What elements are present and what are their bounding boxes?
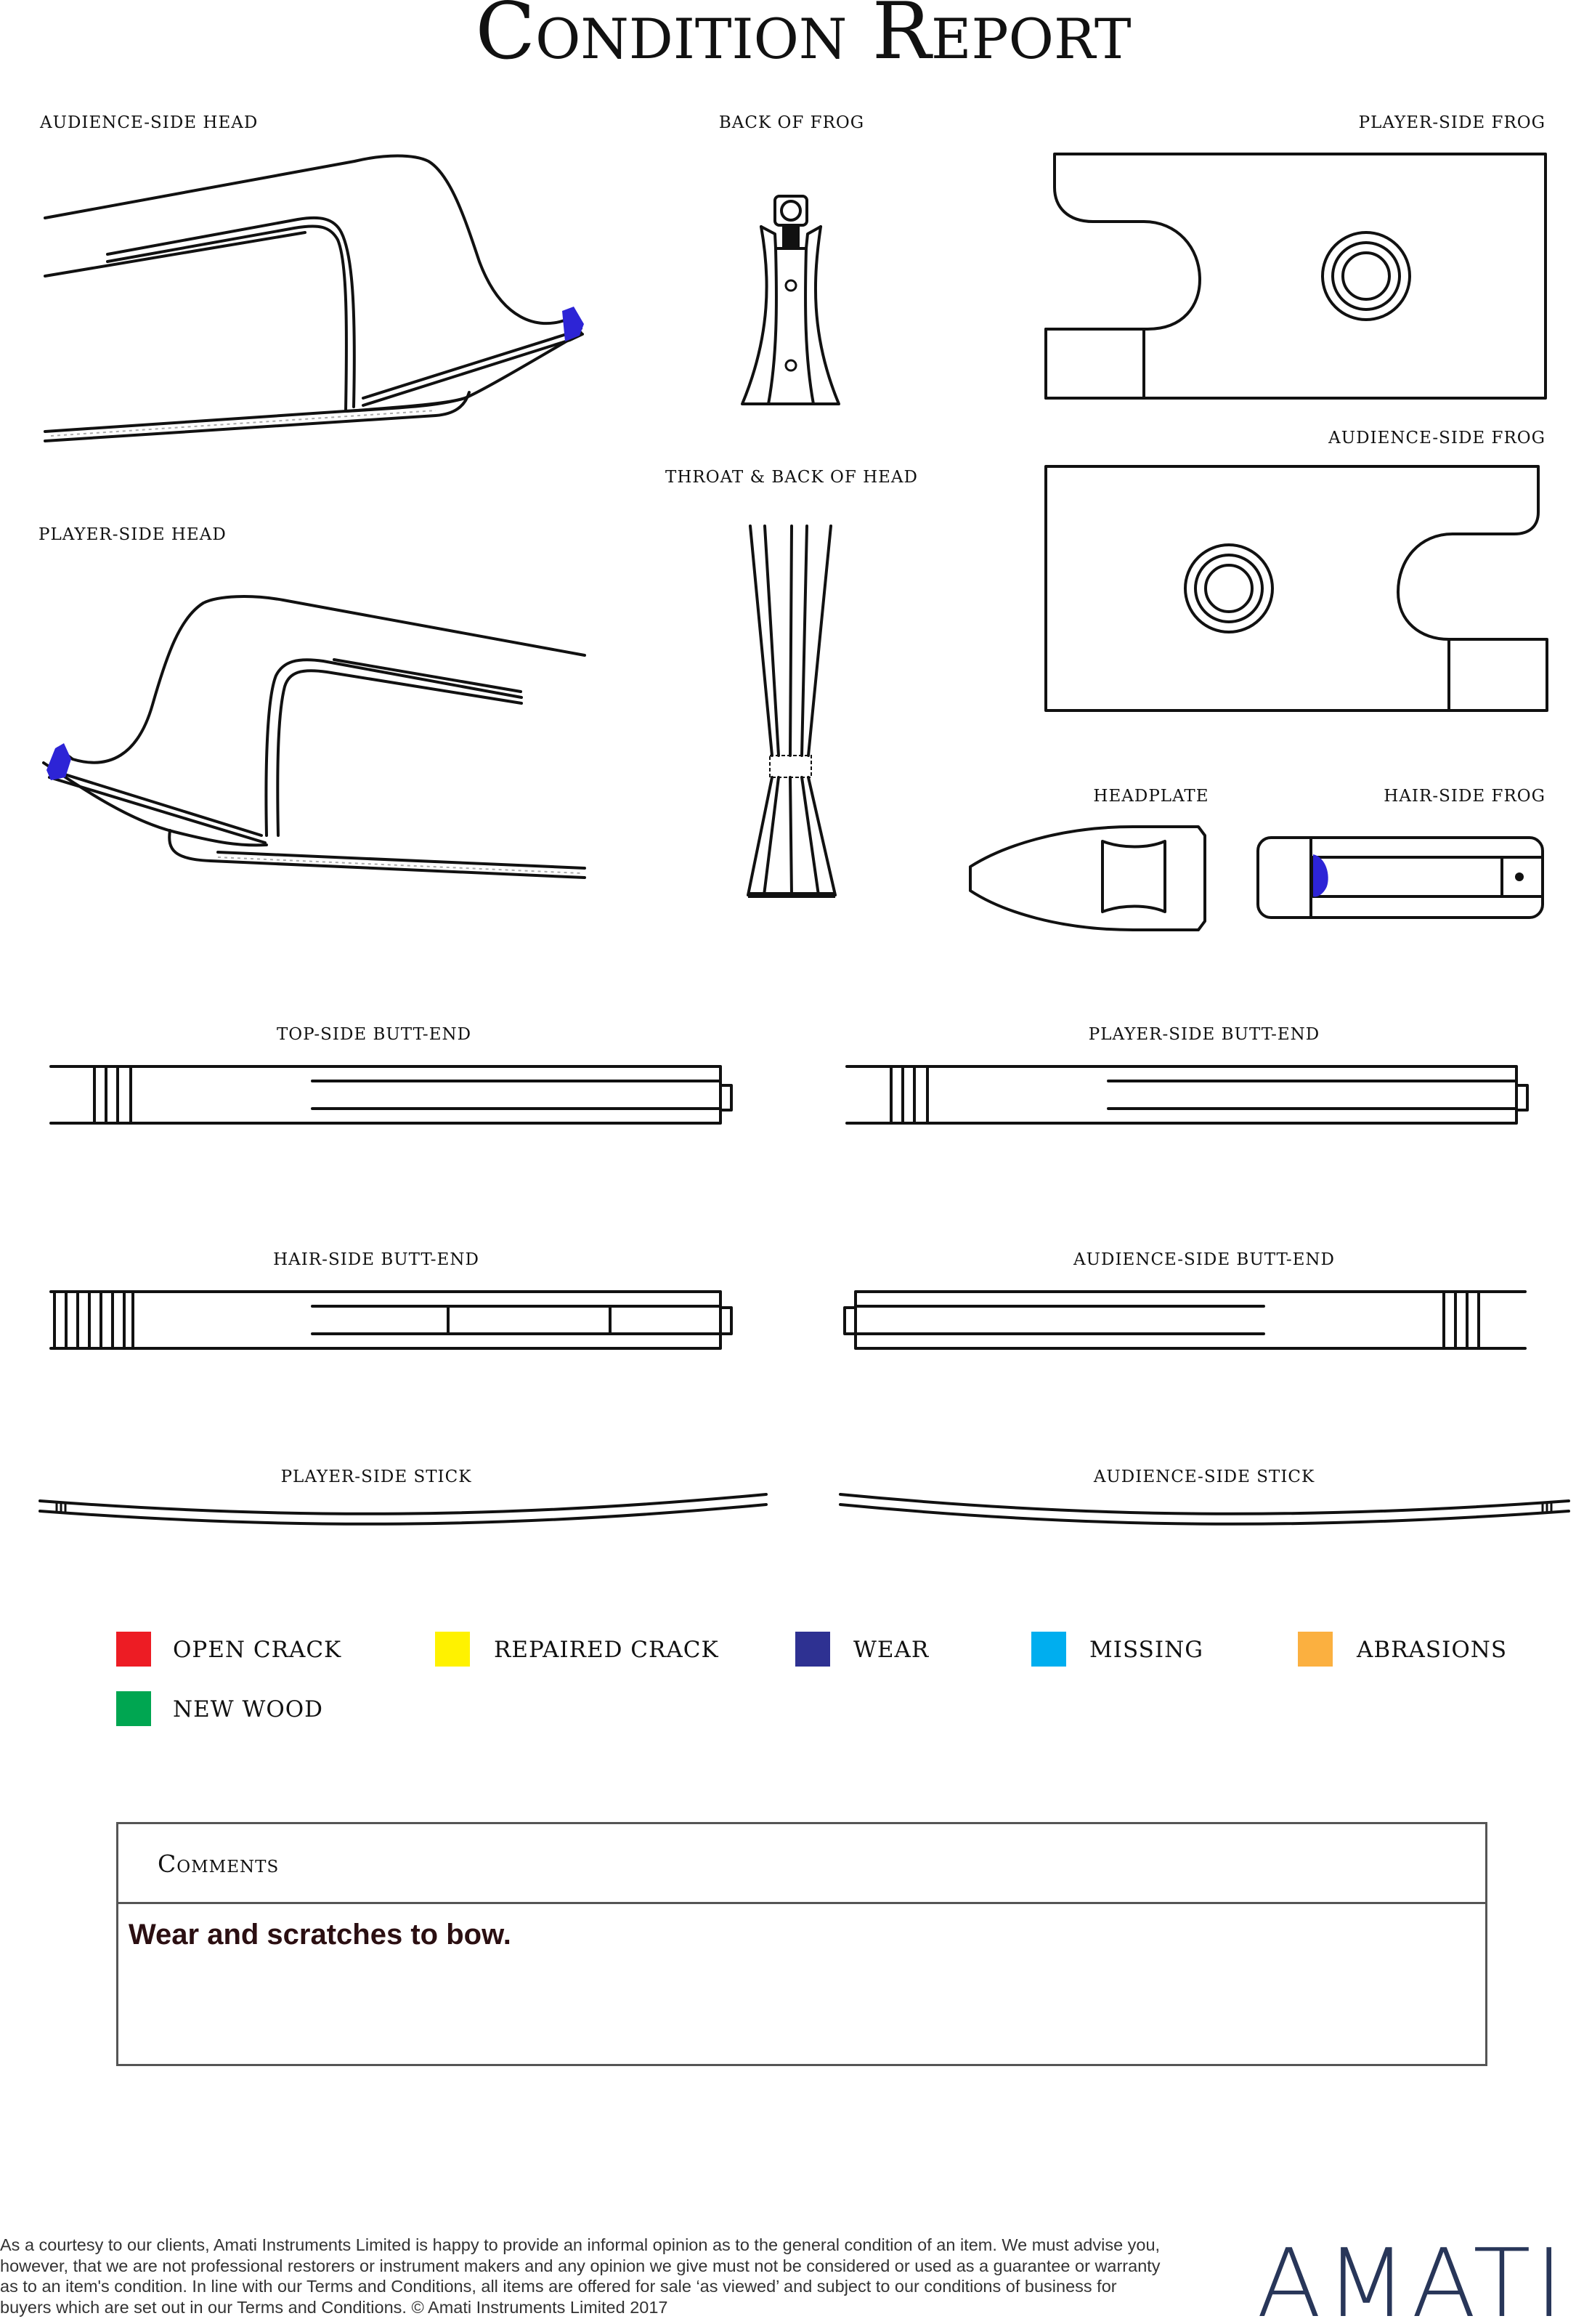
brand-logo: AMATI	[1256, 2228, 1567, 2324]
diagram-audience-side-frog	[1046, 466, 1547, 710]
legend-label-open-crack: OPEN CRACK	[173, 1637, 342, 1663]
label-audience-side-head: AUDIENCE-SIDE HEAD	[40, 113, 259, 132]
legend-label-missing: MISSING	[1089, 1637, 1204, 1663]
label-hair-side-frog: HAIR-SIDE FROG	[1384, 787, 1546, 806]
legend-label-abrasions: ABRASIONS	[1357, 1637, 1508, 1663]
label-audience-side-butt-end: AUDIENCE-SIDE BUTT-END	[1073, 1250, 1335, 1269]
diagram-back-of-frog	[742, 196, 839, 404]
diagram-player-side-butt-end	[847, 1066, 1527, 1123]
diagram-audience-side-stick	[840, 1494, 1569, 1524]
diagram-player-side-frog	[1046, 154, 1546, 398]
legend-label-new-wood: NEW WOOD	[173, 1696, 324, 1722]
diagram-throat-back-of-head	[748, 526, 835, 895]
legend-swatch-abrasions	[1298, 1632, 1333, 1667]
legend-swatch-repaired-crack	[435, 1632, 470, 1667]
label-player-side-frog: PLAYER-SIDE FROG	[1358, 113, 1546, 132]
diagram-audience-side-butt-end	[845, 1292, 1525, 1348]
diagram-headplate	[970, 827, 1205, 930]
legend-swatch-missing	[1031, 1632, 1066, 1667]
legend	[116, 1632, 1507, 1726]
label-throat-back-of-head: THROAT & BACK OF HEAD	[665, 468, 918, 487]
label-top-side-butt-end: TOP-SIDE BUTT-END	[276, 1025, 472, 1044]
label-player-side-stick: PLAYER-SIDE STICK	[280, 1467, 472, 1486]
label-player-side-head: PLAYER-SIDE HEAD	[38, 525, 227, 544]
diagram-player-side-stick	[40, 1494, 766, 1524]
legend-label-repaired-crack: REPAIRED CRACK	[494, 1637, 719, 1663]
legend-swatch-wear	[795, 1632, 830, 1667]
diagram-audience-side-head	[45, 156, 584, 442]
label-player-side-butt-end: PLAYER-SIDE BUTT-END	[1088, 1025, 1320, 1044]
label-back-of-frog: BACK OF FROG	[718, 113, 865, 132]
diagram-hair-side-butt-end	[51, 1292, 731, 1348]
legend-label-wear: WEAR	[853, 1637, 930, 1663]
diagram-player-side-head	[44, 596, 585, 878]
label-hair-side-butt-end: HAIR-SIDE BUTT-END	[273, 1250, 479, 1269]
comments-box	[116, 1822, 1487, 2066]
label-audience-side-stick: AUDIENCE-SIDE STICK	[1093, 1467, 1315, 1486]
legend-swatch-new-wood	[116, 1691, 151, 1726]
label-audience-side-frog: AUDIENCE-SIDE FROG	[1328, 429, 1546, 448]
wear-mark-hair-frog	[1313, 854, 1328, 896]
comments-text: Wear and scratches to bow.	[129, 1919, 511, 1951]
legend-swatch-open-crack	[116, 1632, 151, 1667]
label-headplate: HEADPLATE	[1093, 787, 1209, 806]
comments-heading: Comments	[118, 1824, 1485, 1904]
disclaimer-text: As a courtesy to our clients, Amati Instruments Limited is happy to provide an informal opinion as to the general condition of an item. We must advise you, however, that we are not professional restorers or instrument makers and any opinion we give must not be considered or used as a guarantee or warranty as to an item's condition. In line with our Terms and Conditions, all items are offered for sale ‘as viewed’ and subject to our conditions of business for buyers which are set out in our Terms and Conditions. © Amati Instruments Limited 2017	[0, 2235, 1161, 2317]
page-title: Condition Report	[475, 0, 1132, 77]
diagram-hair-side-frog	[1258, 838, 1543, 918]
diagram-top-side-butt-end	[51, 1066, 731, 1123]
